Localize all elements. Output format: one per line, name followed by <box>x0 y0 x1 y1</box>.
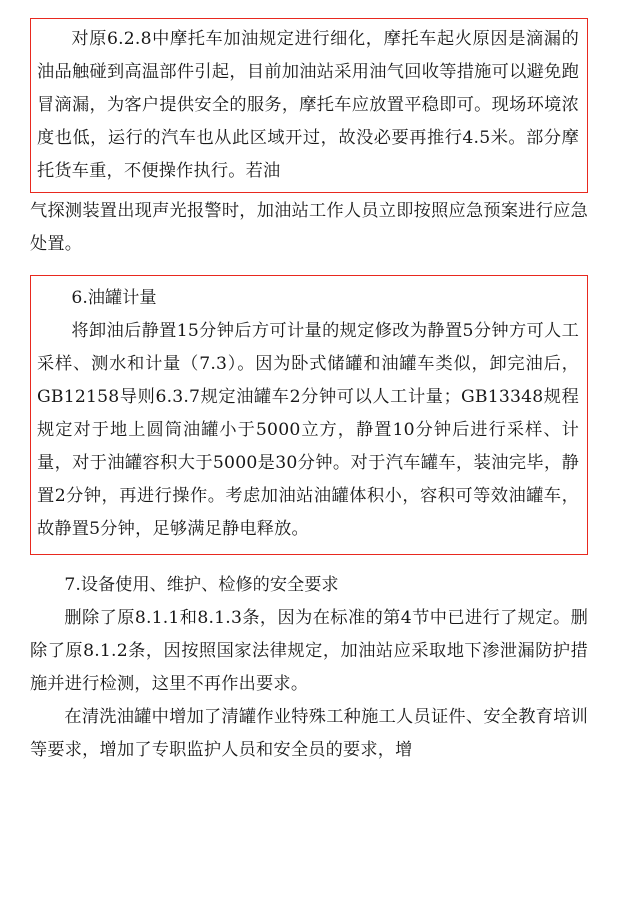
section-heading-7: 7.设备使用、维护、检修的安全要求 <box>64 575 339 595</box>
paragraph-text: 在清洗油罐中增加了清罐作业特殊工种施工人员证件、安全教育培训等要求，增加了专职监护人员和安全员的要求，增 <box>30 707 588 760</box>
section-heading-6: 6.油罐计量 <box>71 288 157 308</box>
paragraph-text: 将卸油后静置15分钟后方可计量的规定修改为静置5分钟方可人工采样、测水和计量（7.3）。因为卧式储罐和油罐车类似，卸完油后，GB12158导则6.3.7规定油罐车2分钟可以人工计量；GB13348规程规定对于地上圆筒油罐小于5000立方，静置10分钟后进行采样、计量，对于油罐容积大于5000是30分钟。对于汽车罐车，装油完毕，静置2分钟，再进行操作。考虑加油站油罐体积小，容积可等效油罐车，故静置5分钟，足够满足静电释放。 <box>37 321 579 539</box>
highlighted-block-2 <box>30 275 588 555</box>
paragraph-text: 气探测装置出现声光报警时，加油站工作人员立即按照应急预案进行应急处置。 <box>30 201 588 254</box>
paragraph-text: 删除了原8.1.1和8.1.3条，因为在标准的第4节中已进行了规定。删除了原8.1.2条，因按照国家法律规定，加油站应采取地下渗泄漏防护措施并进行检测，这里不再作出要求。 <box>30 608 588 694</box>
paragraph-block-2 <box>30 195 588 261</box>
section-block-7 <box>30 569 588 767</box>
highlighted-block-1 <box>30 18 588 193</box>
paragraph-text: 对原6.2.8中摩托车加油规定进行细化，摩托车起火原因是滴漏的油品触碰到高温部件引起，目前加油站采用油气回收等措施可以避免跑冒滴漏，为客户提供安全的服务，摩托车应放置平稳即可。现场环境浓度也低，运行的汽车也从此区域开过，故没必要再推行4.5米。部分摩托货车重，不便操作执行。若油 <box>37 29 579 181</box>
